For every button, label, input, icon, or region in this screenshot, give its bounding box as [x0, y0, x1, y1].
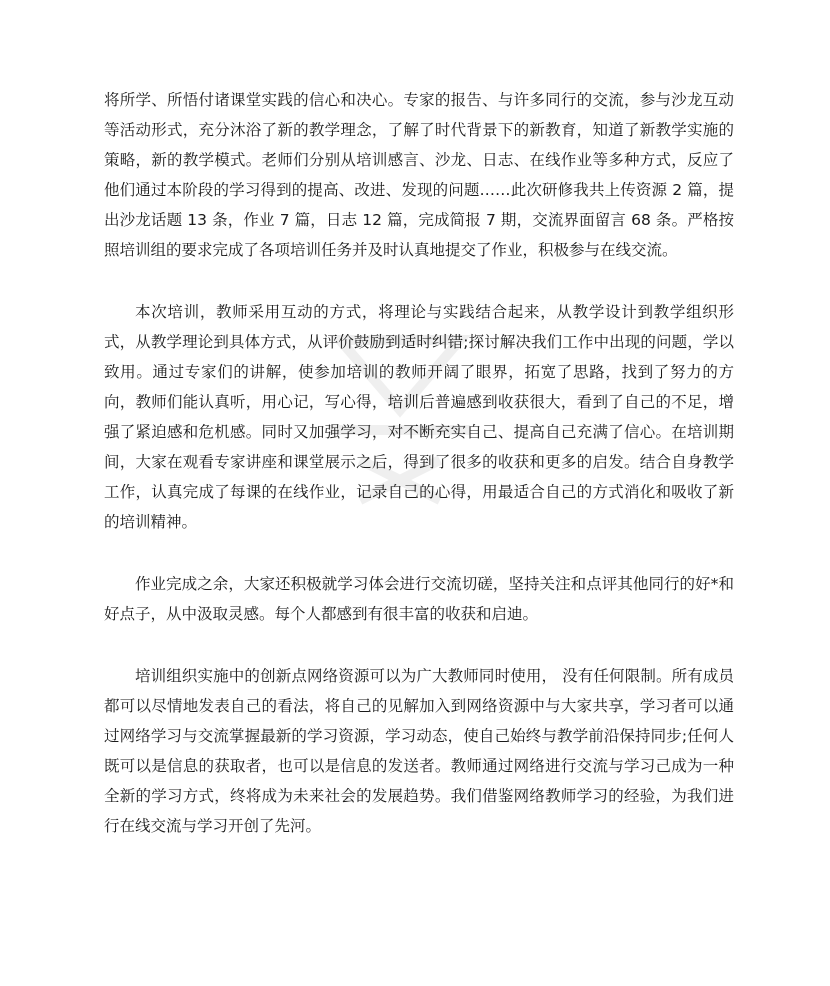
document-body [104, 85, 734, 841]
paragraph-4: 培训组织实施中的创新点网络资源可以为广大教师同时使用， 没有任何限制。所有成员都可以尽情地发表自己的看法，将自己的见解加入到网络资源中与大家共享，学习者可以通过网络学习与交流掌握最新的学习资源，学习动态，使自己始终与教学前沿保持同步;任何人既可以是信息的获取者，也可以是信息的发送者。教师通过网络进行交流与学习己成为一种全新的学习方式，终将成为未来社会的发展趋势。我们借鉴网络教师学习的经验，为我们进行在线交流与学习开创了先河。 [104, 667, 734, 835]
paragraph-2: 本次培训，教师采用互动的方式，将理论与实践结合起来，从教学设计到教学组织形式，从教学理论到具体方式，从评价鼓励到适时纠错;探讨解决我们工作中出现的问题，学以致用。通过专家们的讲解，使参加培训的教师开阔了眼界，拓宽了思路，找到了努力的方向，教师们能认真听，用心记，写心得，培训后普遍感到收获很大，看到了自己的不足，增强了紧迫感和危机感。同时又加强学习，对不断充实自己、提高自己充满了信心。在培训期间，大家在观看专家讲座和课堂展示之后，得到了很多的收获和更多的启发。结合自身教学工作，认真完成了每课的在线作业，记录自己的心得，用最适合自己的方式消化和吸收了新的培训精神。 [104, 303, 734, 531]
paragraph-3: 作业完成之余，大家还积极就学习体会进行交流切磋，坚持关注和点评其他同行的好*和好点子，从中汲取灵感。每个人都感到有很丰富的收获和启迪。 [104, 575, 734, 623]
paragraph-1: 将所学、所悟付诸课堂实践的信心和决心。专家的报告、与许多同行的交流，参与沙龙互动等活动形式，充分沐浴了新的教学理念，了解了时代背景下的新教育，知道了新教学实施的策略，新的教学模式。老师们分别从培训感言、沙龙、日志、在线作业等多种方式，反应了他们通过本阶段的学习得到的提高、改进、发现的问题……此次研修我共上传资源 2 篇，提出沙龙话题 13 条，作业 7 篇，日志 12 篇，完成简报 7 期，交流界面留言 68 条。严格按照培训组的要求完成了各项培训任务并及时认真地提交了作业，积极参与在线交流。 [104, 91, 734, 259]
